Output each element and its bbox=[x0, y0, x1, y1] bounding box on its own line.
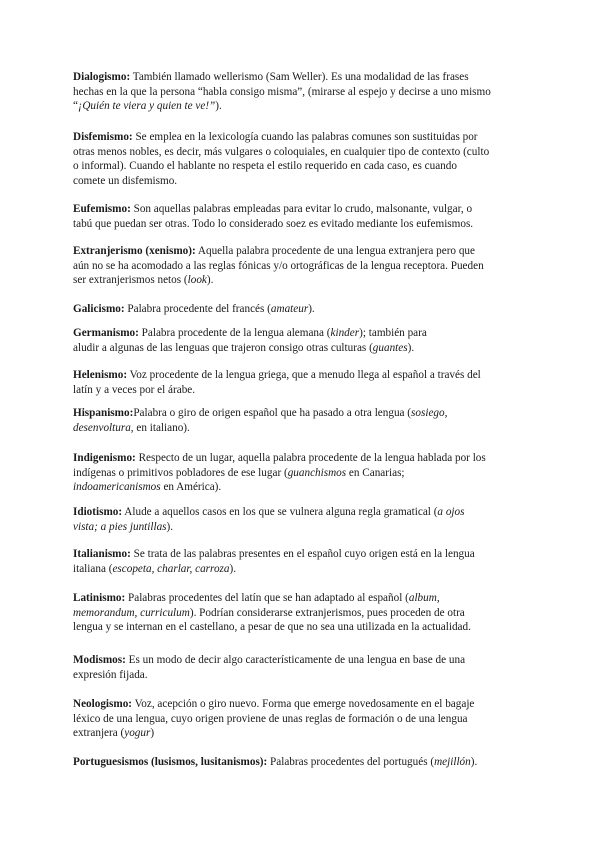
entry-text: Palabra procedente de la lengua alemana ( bbox=[138, 327, 331, 339]
entry-text: aún no se ha acomodado a las reglas fónicas y/o ortográficas de la lengua receptora. Pueden bbox=[73, 259, 484, 272]
entry-italianismo bbox=[73, 547, 533, 576]
entry-example: a ojos bbox=[437, 506, 465, 518]
entry-text: Son aquellas palabras empleadas para evitar lo crudo, malsonante, vulgar, o bbox=[130, 203, 473, 215]
entry-text: “ bbox=[73, 100, 78, 113]
entry-example: guanchismos bbox=[287, 466, 347, 479]
entry-example: mejillón bbox=[434, 756, 471, 768]
entry-indigenismo bbox=[73, 451, 533, 495]
entry-text: aludir a algunas de las lenguas que trajeron consigo otras culturas ( bbox=[73, 341, 373, 354]
entry-example: ¡Quién te viera y quien te ve!” bbox=[77, 100, 216, 113]
entry-example: look bbox=[187, 274, 207, 287]
entry-text: Palabras procedentes del latín que se han adaptado al español ( bbox=[125, 592, 409, 604]
entry-term: Disfemismo: bbox=[73, 131, 133, 143]
entry-text: ). bbox=[470, 756, 478, 768]
entry-portuguesismos bbox=[73, 755, 533, 770]
entry-galicismo bbox=[73, 302, 533, 317]
entry-text: ). Podrían considerarse extranjerismos, pues proceden de otra bbox=[189, 606, 465, 619]
entry-disfemismo bbox=[73, 130, 533, 189]
entry-helenismo bbox=[73, 368, 533, 397]
entry-text: italiana ( bbox=[73, 562, 113, 575]
entry-example: guantes bbox=[372, 341, 408, 354]
entry-example: kinder bbox=[330, 327, 360, 339]
entry-text: Respecto de un lugar, aquella palabra procedente de la lengua hablada por los bbox=[135, 452, 486, 464]
entry-germanismo bbox=[73, 326, 533, 355]
entry-term: Hispanismo: bbox=[73, 407, 134, 419]
entry-extranjerismo bbox=[73, 244, 533, 288]
entry-text: , en italiano). bbox=[130, 421, 190, 434]
entry-example: desenvoltura bbox=[73, 421, 131, 434]
entry-neologismo bbox=[73, 697, 533, 741]
entry-text: léxico de una lengua, cuyo origen proviene de unas reglas de formación o de una lengua bbox=[73, 712, 468, 725]
entry-term: Portuguesismos (lusismos, lusitanismos): bbox=[73, 756, 268, 768]
entry-text: Voz procedente de la lengua griega, que a menudo llega al español a través del bbox=[127, 369, 481, 381]
entry-text: en Canarias; bbox=[346, 466, 405, 479]
entry-text: Se trata de las palabras presentes en el español cuyo origen está en la lengua bbox=[130, 548, 475, 560]
entry-term: Germanismo: bbox=[73, 327, 139, 339]
entry-example: amateur bbox=[270, 303, 309, 315]
entry-text: comete un disfemismo. bbox=[73, 175, 178, 188]
entry-text: Palabras procedentes del portugués ( bbox=[267, 756, 435, 768]
entry-text: ). bbox=[166, 520, 174, 533]
entry-text: indígenas o primitivos pobladores de ese lugar ( bbox=[73, 466, 288, 479]
entry-text: Palabra o giro de origen español que ha pasado a otra lengua ( bbox=[133, 407, 412, 419]
entry-example: escopeta, charlar, carroza bbox=[112, 562, 230, 575]
entry-modismos bbox=[73, 653, 533, 682]
entry-text: Se emplea en la lexicología cuando las palabras comunes son sustituidas por bbox=[132, 131, 478, 143]
entry-text: Aquella palabra procedente de una lengua extranjera pero que bbox=[195, 245, 475, 257]
entry-term: Indigenismo: bbox=[73, 452, 136, 464]
entry-text: ) bbox=[150, 727, 155, 740]
entry-term: Modismos: bbox=[73, 654, 126, 666]
entry-hispanismo bbox=[73, 406, 533, 435]
entry-text: o informal). Cuando el hablante no respeta el estilo requerido en cada caso, es cuando bbox=[73, 160, 457, 173]
entry-text: También llamado wellerismo (Sam Weller). Es una modalidad de las frases bbox=[130, 71, 469, 83]
entry-text: ). bbox=[229, 562, 237, 575]
entry-term: Neologismo: bbox=[73, 698, 133, 710]
entry-example: album, bbox=[408, 592, 440, 604]
entry-idiotismo bbox=[73, 505, 533, 534]
entry-term: Dialogismo: bbox=[73, 71, 131, 83]
entry-term: Italianismo: bbox=[73, 548, 131, 560]
entry-text: expresión fijada. bbox=[73, 668, 148, 681]
entry-example: sosiego, bbox=[411, 407, 448, 419]
entry-text: ). bbox=[215, 100, 222, 113]
entry-text: ). bbox=[407, 341, 415, 354]
entry-text: hechas en la que la persona “habla consigo misma”, (mirarse al espejo y decirse a uno mismo bbox=[73, 85, 491, 98]
entry-eufemismo bbox=[73, 202, 533, 231]
entry-text: ser extranjerismos netos ( bbox=[73, 274, 188, 287]
entry-text: ). bbox=[206, 274, 214, 287]
entry-term: Galicismo: bbox=[73, 303, 125, 315]
entry-text: extranjera ( bbox=[73, 727, 125, 740]
entry-dialogismo bbox=[73, 70, 533, 114]
entry-text: Es un modo de decir algo característicamente de una lengua en base de una bbox=[125, 654, 466, 666]
entry-term: Extranjerismo (xenismo): bbox=[73, 245, 196, 257]
entry-text: ); también para bbox=[359, 327, 427, 339]
entry-text: Alude a aquellos casos en los que se vulnera alguna regla gramatical ( bbox=[122, 506, 438, 518]
entry-text: Palabra procedente del francés ( bbox=[124, 303, 271, 315]
entry-text: otras menos nobles, es decir, más vulgares o coloquiales, en cualquier tipo de contexto (culto bbox=[73, 145, 490, 158]
entry-example: yogur bbox=[124, 727, 151, 740]
entry-text: lengua y se internan en el castellano, a pesar de que no sea una utilizada en la actualidad. bbox=[73, 621, 471, 634]
entry-example: vista; a pies juntillas bbox=[73, 520, 167, 533]
entry-text: ). bbox=[308, 303, 315, 315]
entry-text: en América). bbox=[160, 481, 222, 494]
entry-term: Latinismo: bbox=[73, 592, 126, 604]
entry-text: latín y a veces por el árabe. bbox=[73, 383, 196, 396]
entry-example: indoamericanismos bbox=[73, 481, 161, 494]
entry-term: Eufemismo: bbox=[73, 203, 131, 215]
entry-text: tabú que puedan ser otras. Todo lo considerado soez es evitado mediante los eufemismos. bbox=[73, 217, 474, 230]
entry-term: Idiotismo: bbox=[73, 506, 123, 518]
entry-example: memorandum, curriculum bbox=[73, 606, 190, 619]
entry-latinismo bbox=[73, 591, 533, 635]
entry-text: Voz, acepción o giro nuevo. Forma que emerge novedosamente en el bagaje bbox=[132, 698, 475, 710]
entry-term: Helenismo: bbox=[73, 369, 128, 381]
